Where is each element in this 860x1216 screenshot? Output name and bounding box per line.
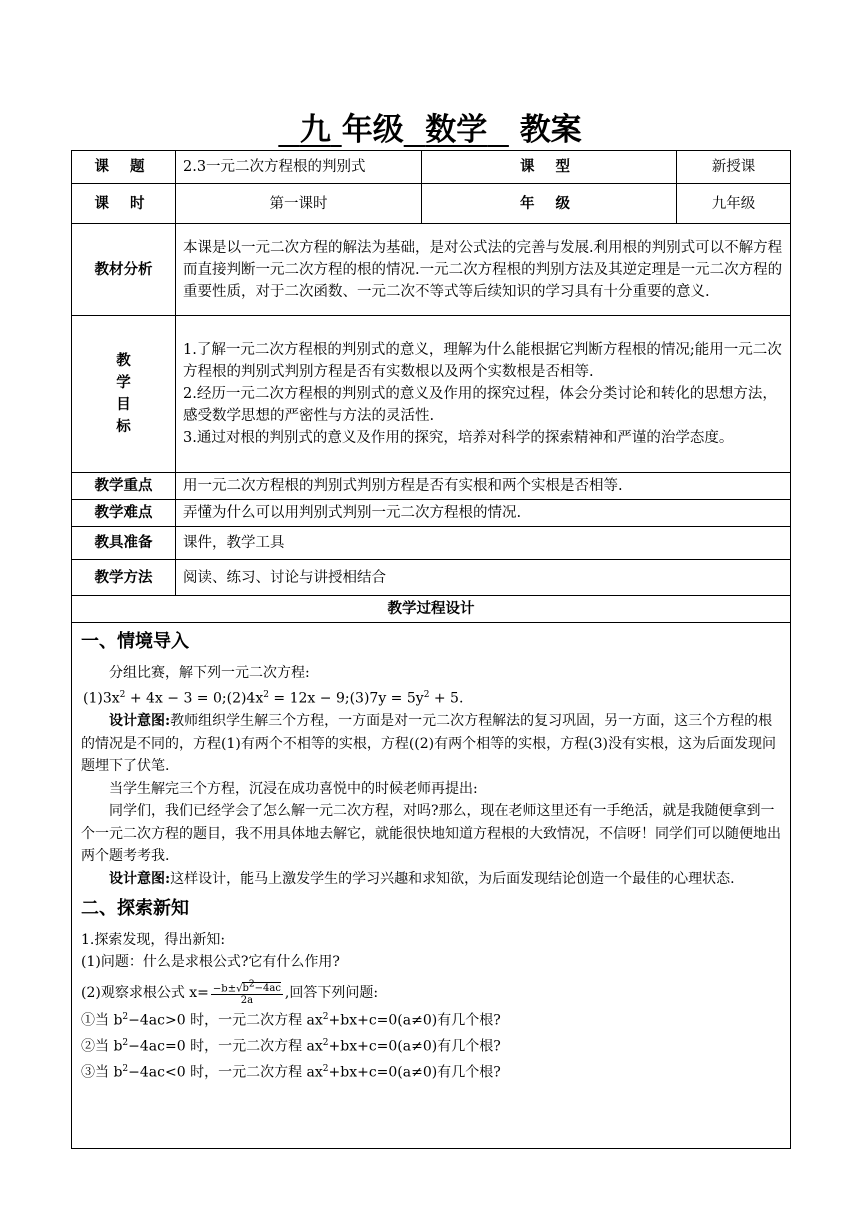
intro-text: 分组比赛，解下列一元二次方程: [109, 664, 310, 681]
paragraph: 同学们，我们已经学会了怎么解一元二次方程，对吗?那么，现在老师这里还有一手绝活，就是我随便拿到一个一元二次方程的题目，我不用具体地去解它，就能很快地知道方程根的大致情况，不信呀！同学们可以随便地出两个题考考我. [81, 803, 781, 865]
goal-item: 3.通过对根的判别式的意义及作用的探究，培养对科学的探索精神和严谨的治学态度。 [183, 430, 734, 446]
period-label: 课 时 [72, 184, 176, 224]
design-intent: 设计意图:这样设计，能马上激发学生的学习兴趣和求知欲，为后面发现结论创造一个最佳的心理状态. [109, 870, 735, 887]
analysis-text: 本课是以一元二次方程的解法为基础，是对公式法的完善与发展.利用根的判别式可以不解方程而直接判断一元二次方程的根的情况.一元二次方程根的判别方法及其逆定理是一元二次方程的重要性质，对于二次函数、一元二次不等式等后续知识的学习具有十分重要的意义. [176, 224, 791, 316]
difficulty-text: 弄懂为什么可以用判别式判别一元二次方程根的情况. [176, 500, 791, 527]
goal-item: 1.了解一元二次方程根的判别式的意义，理解为什么能根据它判断方程根的情况;能用一元二次方程根的判别式判别方程是否有实数根以及两个实数根是否相等. [183, 342, 782, 380]
goal-item: 2.经历一元二次方程根的判别式的意义及作用的探究过程，体会分类讨论和转化的思想方法，感受数学思想的严密性与方法的灵活性. [183, 386, 777, 424]
section-heading: 二、探索新知 [81, 898, 189, 920]
method-label: 教学方法 [72, 560, 176, 596]
goals-label: 教 学 目 标 [72, 316, 176, 473]
design-intent: 设计意图:教师组织学生解三个方程，一方面是对一元二次方程解法的复习巩固，另一方面，这三个方程的根的情况是不同的，方程(1)有两个不相等的实根，方程((2)有两个相等的实根，方程(3)没有实根，这为后面发现问题埋下了伏笔. [81, 713, 776, 775]
paragraph: 当学生解完三个方程，沉浸在成功喜悦中的时候老师再提出: [109, 780, 478, 797]
page-title [0, 104, 860, 149]
key-point-text: 用一元二次方程根的判别式判别方程是否有实根和两个实根是否相等. [176, 473, 791, 500]
grade-label: 年 级 [422, 184, 677, 224]
root-formula: $\frac{-b\pm√b^2-4ac}{2a}$ [212, 979, 281, 1006]
case-item: ②当 $b^2-4ac=0$ 时，一元二次方程 $ax^2+bx+c=0(a\ne 0)$有几个根? [81, 1038, 501, 1055]
type-value: 新授课 [677, 151, 791, 184]
key-point-label: 教学重点 [72, 473, 176, 500]
title-subject: 数学 [425, 112, 488, 148]
process-header: 教学过程设计 [72, 596, 791, 623]
topic-label: 课 题 [72, 151, 176, 184]
case-item: ③当 $b^2-4ac<0$ 时，一元二次方程 $ax^2+bx+c=0(a\ne 0)$有几个根? [81, 1064, 501, 1081]
title-doc-type: 教案 [519, 112, 582, 148]
question-text: (1)问题：什么是求根公式?它有什么作用? [81, 954, 340, 971]
method-text: 阅读、练习、讨论与讲授相结合 [176, 560, 791, 596]
equations-line: $(1)3x^2 + 4x - 3$ = $0;(2)4x^2 = 12x$ − 9;(3)7y = $5y^2 + 5$. [83, 690, 464, 707]
section-heading: 一、情境导入 [81, 631, 189, 652]
type-label: 课 型 [422, 151, 677, 184]
period-value: 第一课时 [176, 184, 422, 224]
process-content [72, 623, 791, 1149]
analysis-label: 教材分析 [72, 224, 176, 316]
materials-text: 课件，教学工具 [176, 527, 791, 560]
topic-value: 2.3一元二次方程根的判别式 [176, 151, 422, 184]
title-grade-suffix: 年级 [341, 112, 404, 148]
case-item: ①当 $b^2-4ac>0$ 时，一元二次方程 $ax^2+bx+c=0(a\ne 0)$有几个根? [81, 1011, 501, 1029]
formula-line: (2)观察求根公式 x= $\frac{-b\pm√b^2-4ac}{2a}$ ,回答下列问题: [81, 979, 379, 1006]
lesson-plan-table [71, 150, 791, 1149]
title-grade: 九 [299, 112, 331, 148]
materials-label: 教具准备 [72, 527, 176, 560]
difficulty-label: 教学难点 [72, 500, 176, 527]
goals-content [176, 316, 791, 473]
step-text: 1.探索发现，得出新知: [81, 931, 226, 948]
grade-value: 九年级 [677, 184, 791, 224]
